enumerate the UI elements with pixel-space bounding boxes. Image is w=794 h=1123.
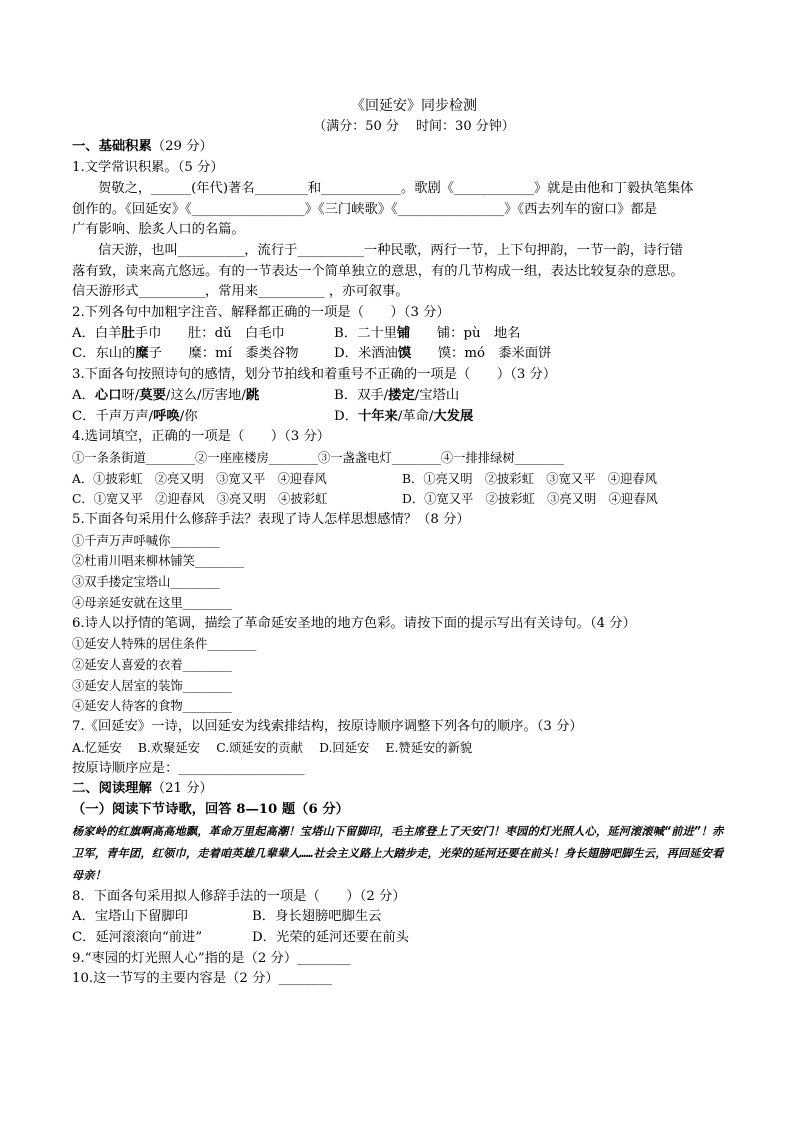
q3-option-c: C．千声万声/呼唤/你 (72, 408, 198, 424)
q6-item: ①延安人特殊的居住条件________ (72, 637, 257, 652)
q1-line: 信天游形式__________，常用来__________ ，亦可叙事。 (72, 284, 409, 300)
q5-item: ①千声万声呼喊你________ (72, 533, 220, 548)
q3-options-row (72, 407, 728, 428)
q2-option-a: A．白羊肚手巾 肚：dǔ 白毛巾 (72, 325, 285, 341)
q1-line: 信天游，也叫__________，流行于__________一种民歌，两行一节，上下句押韵，一节一韵，诗行错 (98, 242, 684, 258)
q4-option-c: C．①宽又平 ②迎春风 ③亮又明 ④披彩虹 (72, 492, 328, 507)
q8-option-a: A．宝塔山下留脚印 (72, 909, 188, 925)
part-heading: （一）阅读下节诗歌，回答 8—10 题（6 分） (72, 801, 349, 817)
poem-passage: 杨家岭的红旗啊高高地飘，革命万里起高潮！宝塔山下留脚印，毛主席登上了天安门！枣园的灯光照人心，延河滚滚喊“前进”！赤卫军，青年团，红领巾，走着咱英雄几辈辈人……社会主义路上大踏步走，光荣的延河还要在前头！身长翅膀吧脚生云，再回延安看母亲！ (72, 824, 724, 882)
q8-options-row (72, 928, 728, 949)
q10-stem: 10.这一节写的主要内容是（2 分）________ (72, 971, 332, 987)
q2-options-row (72, 344, 728, 365)
q6-stem: 6.诗人以抒情的笔调，描绘了革命延安圣地的地方色彩。请按下面的提示写出有关诗句。（4 分） (72, 615, 636, 631)
q7-stem: 7.《回延安》一诗，以回延安为线索排结构，按原诗顺序调整下列各句的顺序。（3 分） (72, 719, 583, 735)
q4-option-b: B．①亮又明 ②披彩虹 ③宽又平 ④迎春风 (402, 471, 657, 486)
q1-line: 落有致，读来高亢悠远。有的一节表达一个简单独立的意思，有的几节构成一组，表达比较复杂的意思。 (72, 263, 684, 279)
q3-option-b: B．双手/搂定/宝塔山 (334, 387, 460, 403)
q8-options-row (72, 907, 728, 928)
q8-option-b: B．身长翅膀吧脚生云 (252, 909, 382, 925)
q3-option-a: A．心口呀/莫要/这么/厉害地/跳 (72, 387, 260, 403)
q8-option-c: C．延河滚滚向“前进” (72, 930, 203, 946)
q1-line: 创作的。《回延安》《_________________》《三门峡歌》《________________》《西去列车的窗口》都是 (72, 201, 658, 217)
q7-options: A.忆延安 B.欢聚延安 C.颂延安的贡献 D.回延安 E.赞延安的新貌 (72, 740, 473, 755)
q5-stem: 5.下面各句采用什么修辞手法？表现了诗人怎样思想感情？（8 分） (72, 512, 470, 528)
q6-item: ④延安人待客的食物________ (72, 699, 232, 714)
page-title: 《回延安》同步检测 (351, 98, 477, 114)
q3-option-d: D．十年来/革命/大发展 (334, 408, 474, 424)
q5-item: ④母亲延安就在这里________ (72, 595, 232, 610)
q2-option-b: B．二十里铺 铺：pù 地名 (334, 325, 521, 341)
section-heading-2: 二、阅读理解（21 分） (72, 781, 213, 797)
q1-line: 贺敬之，______(年代)著名________和____________。歌剧《____________》就是由他和丁毅执笔集体 (98, 180, 694, 196)
q7-answer: 按原诗顺序应是：___________________ (72, 760, 305, 776)
q3-options-row (72, 386, 728, 407)
q4-option-a: A．①披彩虹 ②亮又明 ③宽又平 ④迎春风 (72, 471, 327, 486)
q4-blanks: ①一条条街道________②一座座楼房________③一盏盏电灯________④一排排绿树________ (72, 450, 564, 465)
q2-option-d: D．米酒油馍 馍：mó 黍米面饼 (334, 346, 552, 362)
section-heading-1: 一、基础积累（29 分） (72, 139, 213, 155)
q3-stem: 3.下面各句按照诗句的感情，划分节拍线和着重号不正确的一项是（ ）（3 分） (72, 367, 557, 383)
worksheet (72, 96, 728, 990)
q2-stem: 2.下列各句中加粗字注音、解释都正确的一项是（ ）（3 分） (72, 305, 450, 321)
q6-item: ②延安人喜爱的衣着________ (72, 657, 232, 672)
q4-options-row (72, 469, 728, 490)
q8-option-d: D．光荣的延河还要在前头 (252, 930, 409, 946)
q4-option-d: D．①宽又平 ②披彩虹 ③亮又明 ④迎春风 (402, 492, 658, 507)
q1-stem: 1.文学常识积累。（5 分） (72, 160, 224, 176)
q2-option-c: C．东山的糜子 糜：mí 黍类谷物 (72, 346, 299, 362)
q8-stem: 8．下面各句采用拟人修辞手法的一项是（ ）（2 分） (72, 888, 406, 904)
q5-item: ③双手搂定宝塔山________ (72, 575, 220, 590)
q4-stem: 4.选词填空，正确的一项是（ ）（3 分） (72, 429, 331, 445)
q5-item: ②杜甫川唱来柳林铺笑________ (72, 554, 245, 569)
q6-item: ③延安人居室的装饰________ (72, 678, 232, 693)
q4-options-row (72, 489, 728, 510)
q2-options-row (72, 324, 728, 345)
q1-line: 广有影响、脍炙人口的名篇。 (72, 222, 245, 238)
q9-stem: 9.“枣园的灯光照人心”指的是（2 分）________ (72, 950, 351, 966)
page-subtitle: （满分：50 分 时间：30 分钟） (313, 118, 515, 134)
